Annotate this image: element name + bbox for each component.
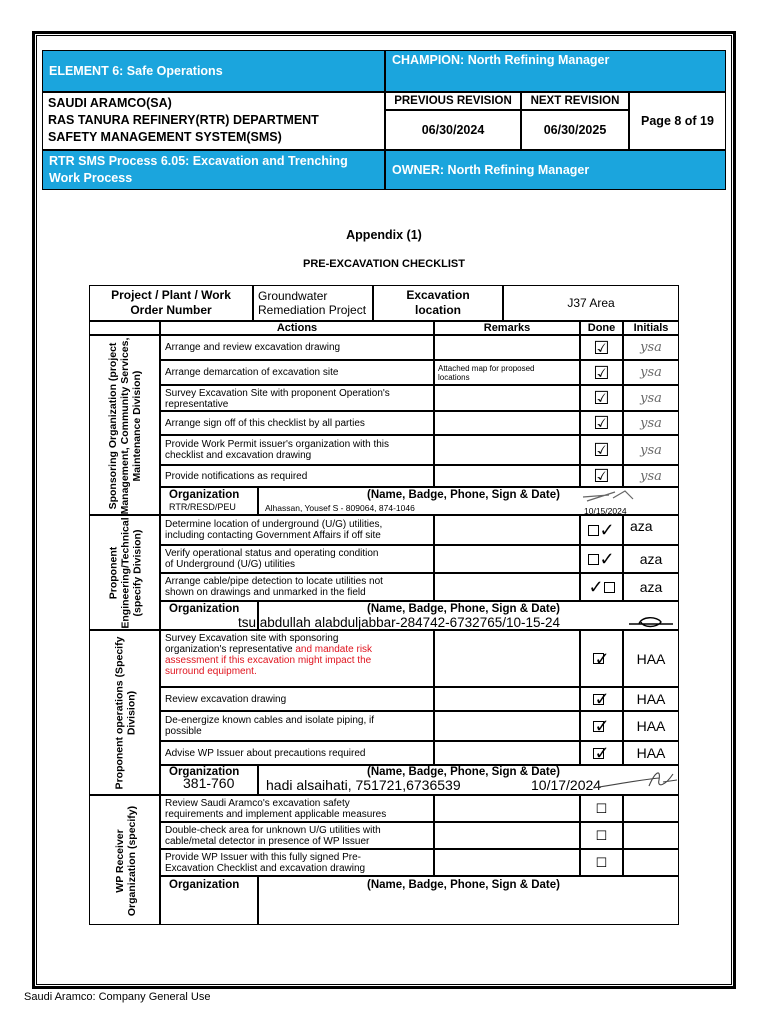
footer-classification: Saudi Aramco: Company General Use bbox=[24, 991, 211, 1003]
s1-remark-2-line-2: locations bbox=[438, 373, 470, 382]
s1-action-3-line-2: representative bbox=[165, 399, 229, 410]
s3-done-1[interactable] bbox=[580, 630, 623, 687]
s3-done-4[interactable] bbox=[580, 741, 623, 765]
s2-initials-1: aza bbox=[623, 515, 679, 545]
s2-sign-value: tsu abdullah alabduljabbar-284742-6732765/10-15-24 bbox=[238, 615, 561, 630]
s3-sign-cell bbox=[258, 765, 679, 795]
s1-done-3[interactable]: ☑ bbox=[580, 385, 623, 411]
s3-action-4: Advise WP Issuer about precautions required bbox=[160, 741, 434, 765]
s1-initials-3: ysa bbox=[623, 385, 679, 411]
s4-remark-2 bbox=[434, 822, 580, 849]
s4-action-2 bbox=[160, 822, 434, 849]
s3-sign-fields: (Name, Badge, Phone, Sign & Date) bbox=[367, 766, 560, 778]
s2-action-2-line-1: Verify operational status and operating condition bbox=[165, 548, 379, 559]
s3-done-3-mark: ✓ bbox=[594, 716, 610, 736]
location-label-2: location bbox=[414, 303, 461, 317]
s2-done-3-mark: ✓ bbox=[588, 577, 604, 597]
project-label-1: Project / Plant / Work bbox=[111, 288, 231, 302]
s3-action-3-line-2: possible bbox=[165, 726, 202, 737]
location-value: J37 Area bbox=[503, 285, 679, 321]
s4-action-3-line-1: Provide WP Issuer with this fully signed Pre- bbox=[165, 852, 362, 863]
s4-org-cell bbox=[160, 876, 258, 925]
s3-sign-value: hadi alsaihati, 751721,6736539 bbox=[266, 777, 461, 793]
s3-org-label: Organization bbox=[169, 766, 240, 778]
s1-done-1[interactable]: ☑ bbox=[580, 335, 623, 360]
s1-done-6[interactable]: ☑ bbox=[580, 465, 623, 487]
s1-sign-fields: (Name, Badge, Phone, Sign & Date) bbox=[367, 489, 560, 501]
org-line-1: SAUDI ARAMCO(SA) bbox=[48, 96, 172, 110]
s3-initials-4: HAA bbox=[623, 741, 679, 765]
s3-done-2[interactable] bbox=[580, 687, 623, 711]
s3-action-1 bbox=[160, 630, 434, 687]
s3-action-1-line-1: Survey Excavation site with sponsoring bbox=[165, 633, 339, 644]
s4-done-3[interactable]: ☐ bbox=[580, 849, 623, 876]
s3-remark-4 bbox=[434, 741, 580, 765]
s1-org-label: Organization bbox=[169, 489, 240, 501]
s3-action-1-line-2: organization's representative bbox=[165, 644, 293, 655]
org-line-2: RAS TANURA REFINERY(RTR) DEPARTMENT bbox=[48, 113, 319, 127]
s3-action-1-line-3: assessment if this excavation might impact the bbox=[165, 655, 372, 666]
s2-initials-3: aza bbox=[623, 573, 679, 601]
project-value-2: Remediation Project bbox=[258, 303, 367, 317]
s4-action-2-line-2: cable/metal detector in presence of WP Issuer bbox=[165, 836, 370, 847]
org-block bbox=[42, 92, 385, 150]
s2-action-3-line-2: shown on drawings and unmarked in the field bbox=[165, 587, 366, 598]
s4-sign-fields: (Name, Badge, Phone, Sign & Date) bbox=[367, 879, 560, 891]
s1-signature-scribble bbox=[579, 489, 639, 505]
s3-org-cell bbox=[160, 765, 258, 795]
champion-banner bbox=[385, 50, 726, 92]
s1-remark-1 bbox=[434, 335, 580, 360]
s1-action-5 bbox=[160, 435, 434, 465]
s4-action-1-line-2: requirements and implement applicable measures bbox=[165, 809, 387, 820]
prev-rev-date: 06/30/2024 bbox=[385, 110, 521, 150]
s4-action-1 bbox=[160, 795, 434, 822]
s1-action-3 bbox=[160, 385, 434, 411]
col-initials: Initials bbox=[623, 321, 679, 335]
project-label bbox=[89, 285, 253, 321]
s2-remark-1 bbox=[434, 515, 580, 545]
s3-org-value: 381-760 bbox=[183, 775, 235, 791]
s2-action-1-line-1: Determine location of underground (U/G) utilities, bbox=[165, 519, 383, 530]
section-proponent-eng-title: Proponent Engineering/Technical (specify Division) bbox=[107, 517, 144, 629]
s2-action-1 bbox=[160, 515, 434, 545]
s3-action-1-line-4: surround equipment. bbox=[165, 666, 257, 677]
prev-rev-label: PREVIOUS REVISION bbox=[385, 92, 521, 110]
s1-initials-1: ysa bbox=[623, 335, 679, 360]
s3-action-1-red: and mandate risk bbox=[295, 644, 373, 655]
element-banner bbox=[42, 50, 385, 92]
owner-banner bbox=[385, 150, 726, 190]
s4-action-1-line-1: Review Saudi Aramco's excavation safety bbox=[165, 798, 350, 809]
project-value-1: Groundwater bbox=[258, 289, 328, 303]
owner-title: OWNER: North Refining Manager bbox=[392, 163, 590, 177]
s3-remark-3 bbox=[434, 711, 580, 741]
s1-action-6: Provide notifications as required bbox=[160, 465, 434, 487]
s2-done-2[interactable] bbox=[580, 545, 623, 573]
s4-done-1[interactable]: ☐ bbox=[580, 795, 623, 822]
s1-action-1: Arrange and review excavation drawing bbox=[160, 335, 434, 360]
section-wp-receiver bbox=[89, 795, 160, 925]
s2-action-3-line-1: Arrange cable/pipe detection to locate utilities not bbox=[165, 576, 383, 587]
page-number: Page 8 of 19 bbox=[629, 92, 726, 150]
s3-done-2-mark: ✓ bbox=[594, 689, 610, 709]
s1-action-2: Arrange demarcation of excavation site bbox=[160, 360, 434, 385]
section-proponent-ops bbox=[89, 630, 160, 795]
s4-done-2[interactable]: ☐ bbox=[580, 822, 623, 849]
s3-done-4-mark: ✓ bbox=[594, 743, 610, 763]
s4-initials-2 bbox=[623, 822, 679, 849]
project-value bbox=[253, 285, 373, 321]
s3-remark-1 bbox=[434, 630, 580, 687]
col-done: Done bbox=[580, 321, 623, 335]
s1-remark-6 bbox=[434, 465, 580, 487]
s1-remark-2 bbox=[434, 360, 580, 385]
col-actions: Actions bbox=[160, 321, 434, 335]
s1-remark-5 bbox=[434, 435, 580, 465]
location-label-1: Excavation bbox=[406, 288, 470, 302]
process-banner bbox=[42, 150, 385, 190]
s1-remark-4 bbox=[434, 411, 580, 435]
section-proponent-eng bbox=[89, 515, 160, 630]
s3-initials-1: HAA bbox=[623, 630, 679, 687]
s1-initials-2: ysa bbox=[623, 360, 679, 385]
s2-signature-scribble bbox=[627, 612, 675, 630]
s2-done-2-mark: ✓ bbox=[599, 549, 615, 569]
s1-sign-date: 10/15/2024 bbox=[584, 506, 627, 516]
s3-action-3 bbox=[160, 711, 434, 741]
s2-remark-3 bbox=[434, 573, 580, 601]
s2-initials-2: aza bbox=[623, 545, 679, 573]
next-rev-label: NEXT REVISION bbox=[521, 92, 629, 110]
s4-action-2-line-1: Double-check area for unknown U/G utilities with bbox=[165, 825, 381, 836]
s4-initials-3 bbox=[623, 849, 679, 876]
process-line-2: Work Process bbox=[49, 171, 133, 185]
s2-action-1-line-2: including contacting Government Affairs if off site bbox=[165, 530, 381, 541]
s1-initials-6: ysa bbox=[623, 465, 679, 487]
s1-initials-5: ysa bbox=[623, 435, 679, 465]
appendix-title: Appendix (1) bbox=[346, 228, 422, 242]
s4-initials-1 bbox=[623, 795, 679, 822]
project-label-2: Order Number bbox=[130, 303, 212, 317]
s3-done-3[interactable] bbox=[580, 711, 623, 741]
next-rev-date: 06/30/2025 bbox=[521, 110, 629, 150]
s1-remark-3 bbox=[434, 385, 580, 411]
checklist-title: PRE-EXCAVATION CHECKLIST bbox=[303, 258, 465, 270]
s2-done-1[interactable] bbox=[580, 515, 623, 545]
s1-org-value: RTR/RESD/PEU bbox=[169, 502, 236, 512]
s1-done-4[interactable]: ☑ bbox=[580, 411, 623, 435]
col-remarks: Remarks bbox=[434, 321, 580, 335]
section-sponsoring bbox=[89, 335, 160, 515]
element-title: ELEMENT 6: Safe Operations bbox=[49, 64, 223, 78]
s1-initials-4: ysa bbox=[623, 411, 679, 435]
s1-done-2[interactable]: ☑ bbox=[580, 360, 623, 385]
s3-signature-scribble bbox=[589, 766, 679, 794]
s1-action-4: Arrange sign off of this checklist by all parties bbox=[160, 411, 434, 435]
s4-action-3 bbox=[160, 849, 434, 876]
s4-sign-cell bbox=[258, 876, 679, 925]
org-line-3: SAFETY MANAGEMENT SYSTEM(SMS) bbox=[48, 130, 282, 144]
s2-sign-fields: (Name, Badge, Phone, Sign & Date) bbox=[367, 603, 560, 615]
s4-action-3-line-2: Excavation Checklist and excavation drawing bbox=[165, 863, 366, 874]
champion-title: CHAMPION: North Refining Manager bbox=[392, 53, 610, 67]
s1-org-cell bbox=[160, 487, 258, 515]
s3-initials-3: HAA bbox=[623, 711, 679, 741]
s3-sign-date: 10/17/2024 bbox=[531, 777, 602, 793]
process-line-1: RTR SMS Process 6.05: Excavation and Trenching bbox=[49, 154, 348, 168]
s2-sign-cell bbox=[238, 601, 679, 630]
s2-done-1-mark: ✓ bbox=[599, 520, 615, 540]
s3-action-3-line-1: De-energize known cables and isolate piping, if bbox=[165, 715, 375, 726]
s1-remark-2-line-1: Attached map for proposed bbox=[438, 364, 535, 373]
s3-remark-2 bbox=[434, 687, 580, 711]
s1-action-5-line-2: checklist and excavation drawing bbox=[165, 450, 312, 461]
s1-action-5-line-1: Provide Work Permit issuer's organization with this bbox=[165, 439, 390, 450]
s3-initials-2: HAA bbox=[623, 687, 679, 711]
s2-remark-2 bbox=[434, 545, 580, 573]
s1-sign-cell bbox=[258, 487, 679, 515]
s2-action-2-line-2: of Underground (U/G) utilities bbox=[165, 559, 296, 570]
s1-done-5[interactable]: ☑ bbox=[580, 435, 623, 465]
s2-org-label: Organization bbox=[169, 603, 240, 615]
s4-remark-1 bbox=[434, 795, 580, 822]
s1-sign-value: Alhassan, Yousef S - 809064, 874-1046 bbox=[265, 503, 415, 513]
blank-header bbox=[89, 321, 160, 335]
s3-done-1-mark: ✓ bbox=[594, 648, 610, 669]
s2-action-3 bbox=[160, 573, 434, 601]
s2-action-2 bbox=[160, 545, 434, 573]
section-wp-receiver-title: WP Receiver Organization (specify) bbox=[114, 805, 138, 917]
s2-done-3[interactable] bbox=[580, 573, 623, 601]
location-label bbox=[373, 285, 503, 321]
s4-org-label: Organization bbox=[169, 879, 240, 891]
section-sponsoring-title: Sponsoring Organization (project Management, Community Services, Maintenance Division) bbox=[107, 337, 143, 515]
section-proponent-ops-title: Proponent operations (Specify Division) bbox=[113, 636, 138, 790]
s3-action-2: Review excavation drawing bbox=[160, 687, 434, 711]
s4-remark-3 bbox=[434, 849, 580, 876]
s1-action-3-line-1: Survey Excavation Site with proponent Operation's bbox=[165, 388, 390, 399]
